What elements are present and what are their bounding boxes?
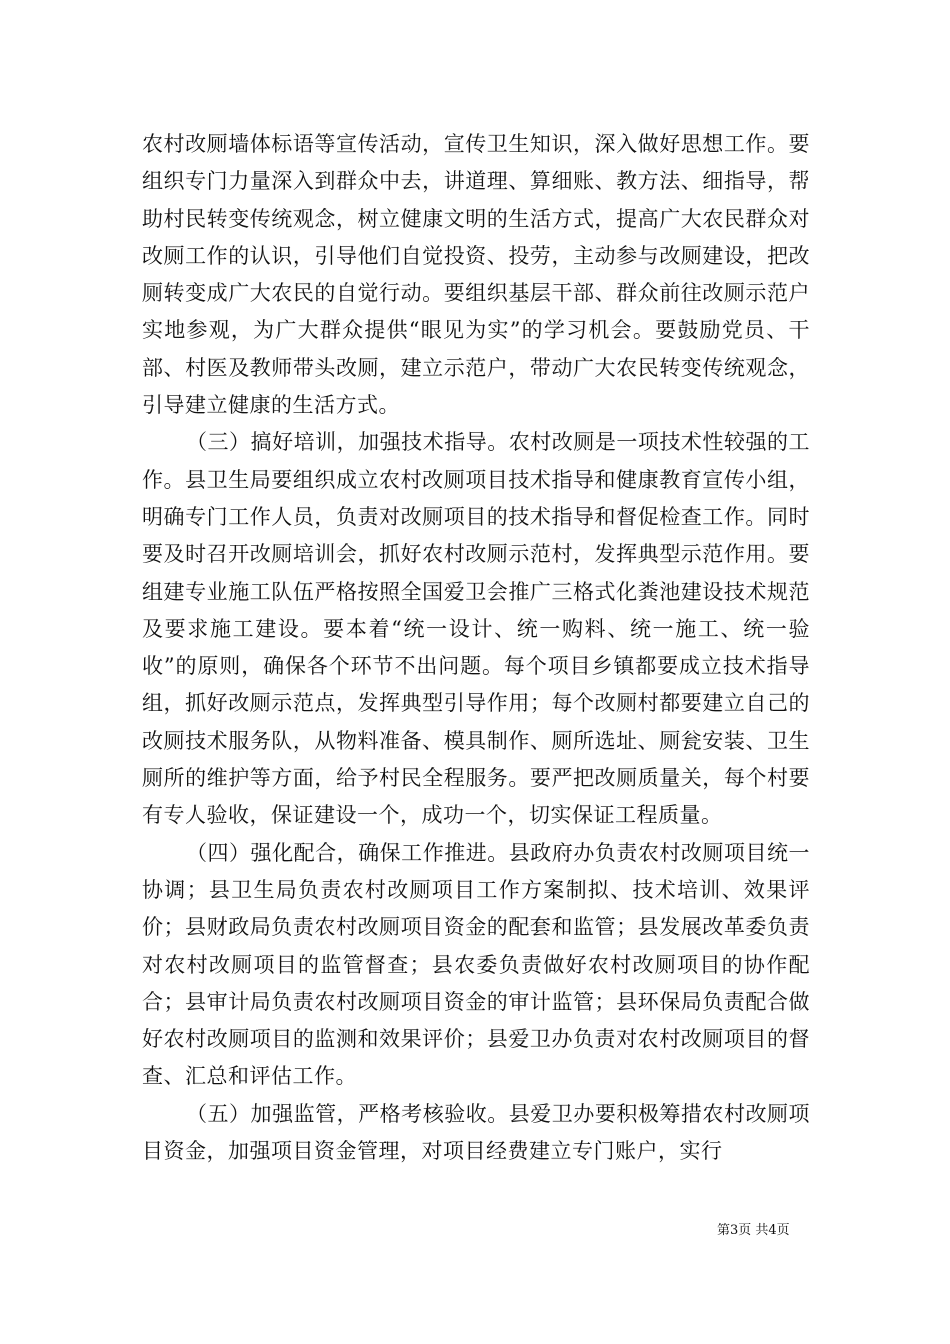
document-body	[142, 126, 810, 1170]
paragraph-section-3-training: （三）搞好培训，加强技术指导。农村改厕是一项技术性较强的工作。县卫生局要组织成立农村改厕项目技术指导和健康教育宣传小组，明确专门工作人员，负责对改厕项目的技术指导和督促检查工作。同时要及时召开改厕培训会，抓好农村改厕示范村，发挥典型示范作用。要组建专业施工队伍严格按照全国爱卫会推广三格式化粪池建设技术规范及要求施工建设。要本着“统一设计、统一购料、统一施工、统一验收”的原则，确保各个环节不出问题。每个项目乡镇都要成立技术指导组，抓好改厕示范点，发挥典型引导作用；每个改厕村都要建立自己的改厕技术服务队，从物料准备、模具制作、厕所选址、厕瓮安装、卫生厕所的维护等方面，给予村民全程服务。要严把改厕质量关，每个村要有专人验收，保证建设一个，成功一个，切实保证工程质量。	[142, 430, 810, 828]
page-number-footer: 第3页 共4页	[717, 1223, 790, 1238]
paragraph-section-4-coordination: （四）强化配合，确保工作推进。县政府办负责农村改厕项目统一协调；县卫生局负责农村改厕项目工作方案制拟、技术培训、效果评价；县财政局负责农村改厕项目资金的配套和监管；县发展改革委负责对农村改厕项目的监管督查；县农委负责做好农村改厕项目的协作配合；县审计局负责农村改厕项目资金的审计监管；县环保局负责配合做好农村改厕项目的监测和效果评价；县爱卫办负责对农村改厕项目的督查、汇总和评估工作。	[142, 840, 810, 1089]
paragraph-continuation: 农村改厕墙体标语等宣传活动，宣传卫生知识，深入做好思想工作。要组织专门力量深入到群众中去，讲道理、算细账、教方法、细指导，帮助村民转变传统观念，树立健康文明的生活方式，提高广大农民群众对改厕工作的认识，引导他们自觉投资、投劳，主动参与改厕建设，把改厕转变成广大农民的自觉行动。要组织基层干部、群众前往改厕示范户实地参观，为广大群众提供“眼见为实”的学习机会。要鼓励党员、干部、村医及教师带头改厕，建立示范户，带动广大农民转变传统观念，引导建立健康的生活方式。	[142, 132, 810, 418]
paragraph-section-5-supervision: （五）加强监管，严格考核验收。县爱卫办要积极筹措农村改厕项目资金，加强项目资金管理，对项目经费建立专门账户，实行	[142, 1101, 810, 1164]
